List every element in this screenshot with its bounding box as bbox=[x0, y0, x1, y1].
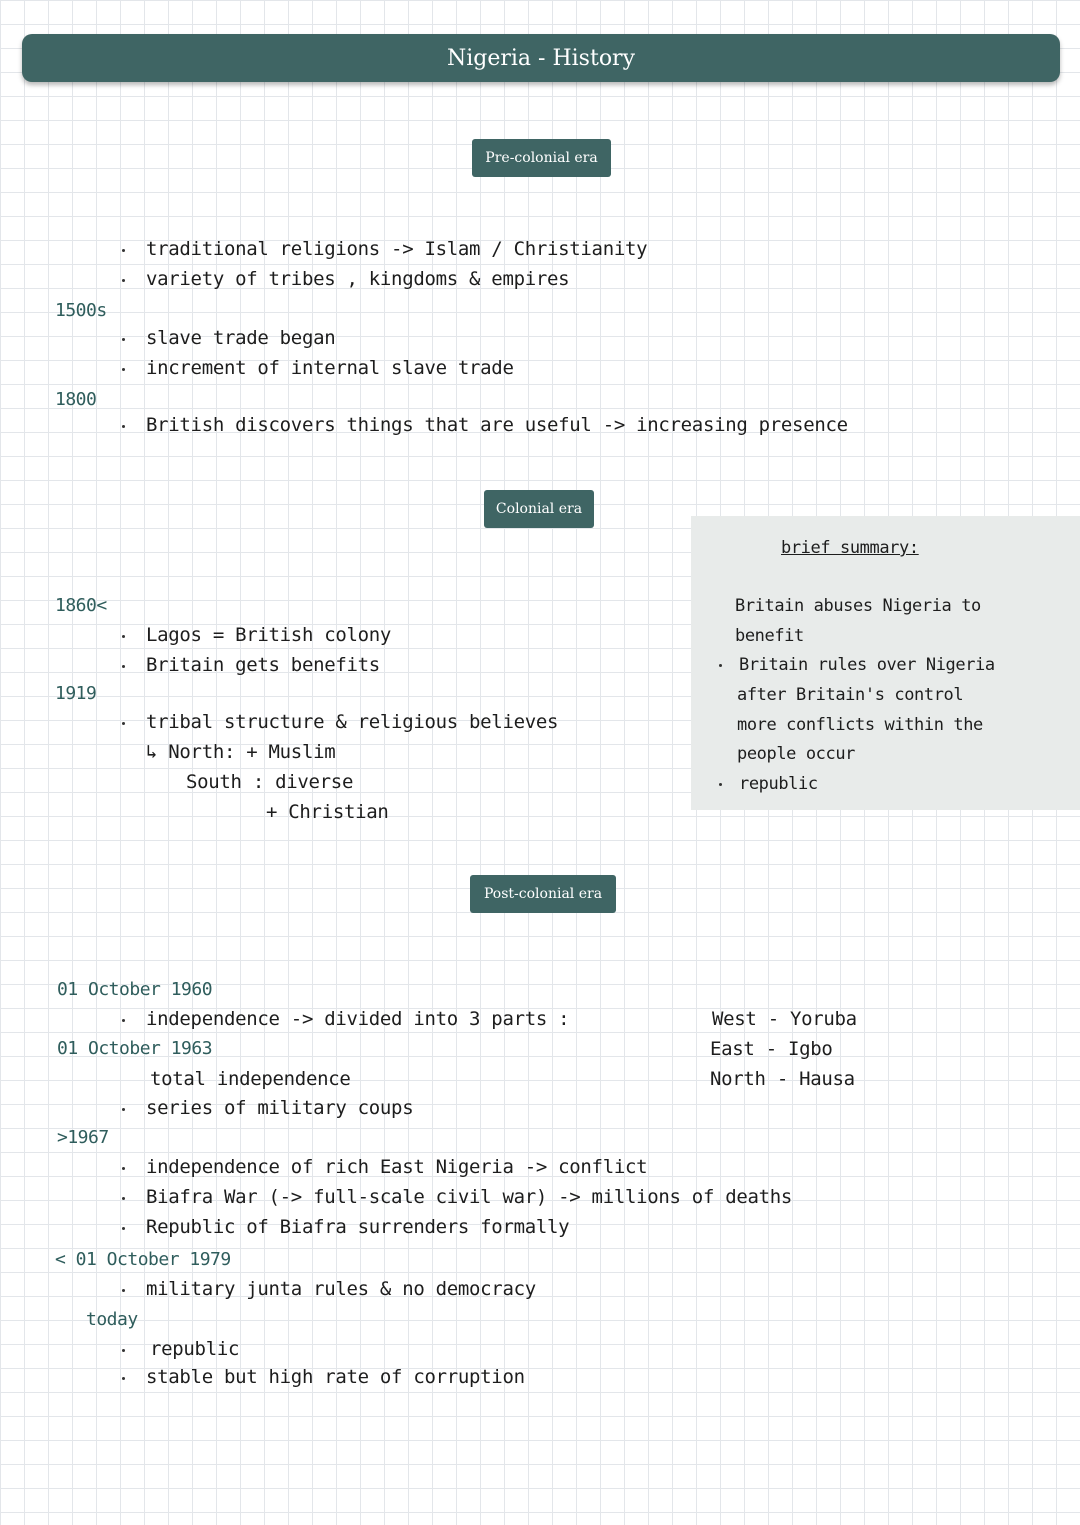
region-east: East - Igbo bbox=[710, 1038, 833, 1060]
bullet bbox=[122, 665, 125, 668]
note-line: independence of rich East Nigeria -> conflict bbox=[146, 1156, 648, 1178]
date-label: 1919 bbox=[55, 683, 97, 704]
bullet bbox=[122, 1349, 125, 1352]
date-label: today bbox=[86, 1309, 138, 1330]
note-line: British discovers things that are useful -> increasing presence bbox=[146, 414, 848, 436]
summary-line: more conflicts within the bbox=[737, 715, 983, 735]
summary-line: benefit bbox=[735, 626, 804, 646]
note-line: independence -> divided into 3 parts : bbox=[146, 1008, 570, 1030]
bullet bbox=[122, 368, 125, 371]
note-line: military junta rules & no democracy bbox=[146, 1278, 536, 1300]
note-line: stable but high rate of corruption bbox=[146, 1366, 525, 1388]
bullet bbox=[122, 425, 125, 428]
bullet bbox=[122, 1289, 125, 1292]
bullet bbox=[719, 783, 722, 786]
date-label: 01 October 1963 bbox=[57, 1038, 213, 1059]
summary-line: people occur bbox=[737, 744, 856, 764]
note-line: + Christian bbox=[266, 801, 389, 823]
bullet bbox=[719, 664, 722, 667]
summary-line: Britain rules over Nigeria bbox=[739, 655, 995, 675]
note-line: Biafra War (-> full-scale civil war) -> millions of deaths bbox=[146, 1186, 793, 1208]
date-label: 1500s bbox=[55, 300, 107, 321]
date-label: 1860< bbox=[55, 595, 107, 616]
bullet bbox=[122, 1197, 125, 1200]
section-header-post-colonial: Post-colonial era bbox=[470, 875, 616, 913]
region-west: West - Yoruba bbox=[712, 1008, 857, 1030]
summary-box bbox=[691, 516, 1080, 810]
bullet bbox=[122, 338, 125, 341]
note-line: South : diverse bbox=[186, 771, 354, 793]
note-line: republic bbox=[150, 1338, 240, 1360]
summary-line: republic bbox=[739, 774, 818, 794]
bullet bbox=[122, 279, 125, 282]
note-line: Britain gets benefits bbox=[146, 654, 380, 676]
bullet bbox=[122, 635, 125, 638]
note-line: total independence bbox=[150, 1068, 351, 1090]
bullet bbox=[122, 1377, 125, 1380]
bullet bbox=[122, 1108, 125, 1111]
summary-title: brief summary: bbox=[781, 538, 919, 558]
bullet bbox=[122, 1167, 125, 1170]
section-header-colonial: Colonial era bbox=[484, 490, 594, 528]
title-bar bbox=[22, 34, 1060, 82]
summary-line: Britain abuses Nigeria to bbox=[735, 596, 981, 616]
date-label: 1800 bbox=[55, 389, 97, 410]
bullet bbox=[122, 722, 125, 725]
note-line: ↳ North: + Muslim bbox=[146, 741, 336, 763]
note-line: slave trade began bbox=[146, 327, 336, 349]
note-line: Republic of Biafra surrenders formally bbox=[146, 1216, 570, 1238]
date-label: >1967 bbox=[57, 1127, 109, 1148]
note-line: Lagos = British colony bbox=[146, 624, 392, 646]
note-line: tribal structure & religious believes bbox=[146, 711, 559, 733]
bullet bbox=[122, 1227, 125, 1230]
summary-line: after Britain's control bbox=[737, 685, 964, 705]
date-label: < 01 October 1979 bbox=[55, 1249, 231, 1270]
bullet bbox=[122, 249, 125, 252]
section-header-pre-colonial: Pre-colonial era bbox=[472, 139, 611, 177]
note-line: series of military coups bbox=[146, 1097, 414, 1119]
note-line: variety of tribes , kingdoms & empires bbox=[146, 268, 570, 290]
page-title: Nigeria - History bbox=[446, 45, 636, 71]
date-label: 01 October 1960 bbox=[57, 979, 213, 1000]
region-north: North - Hausa bbox=[710, 1068, 855, 1090]
bullet bbox=[122, 1019, 125, 1022]
note-line: traditional religions -> Islam / Christianity bbox=[146, 238, 648, 260]
note-line: increment of internal slave trade bbox=[146, 357, 514, 379]
